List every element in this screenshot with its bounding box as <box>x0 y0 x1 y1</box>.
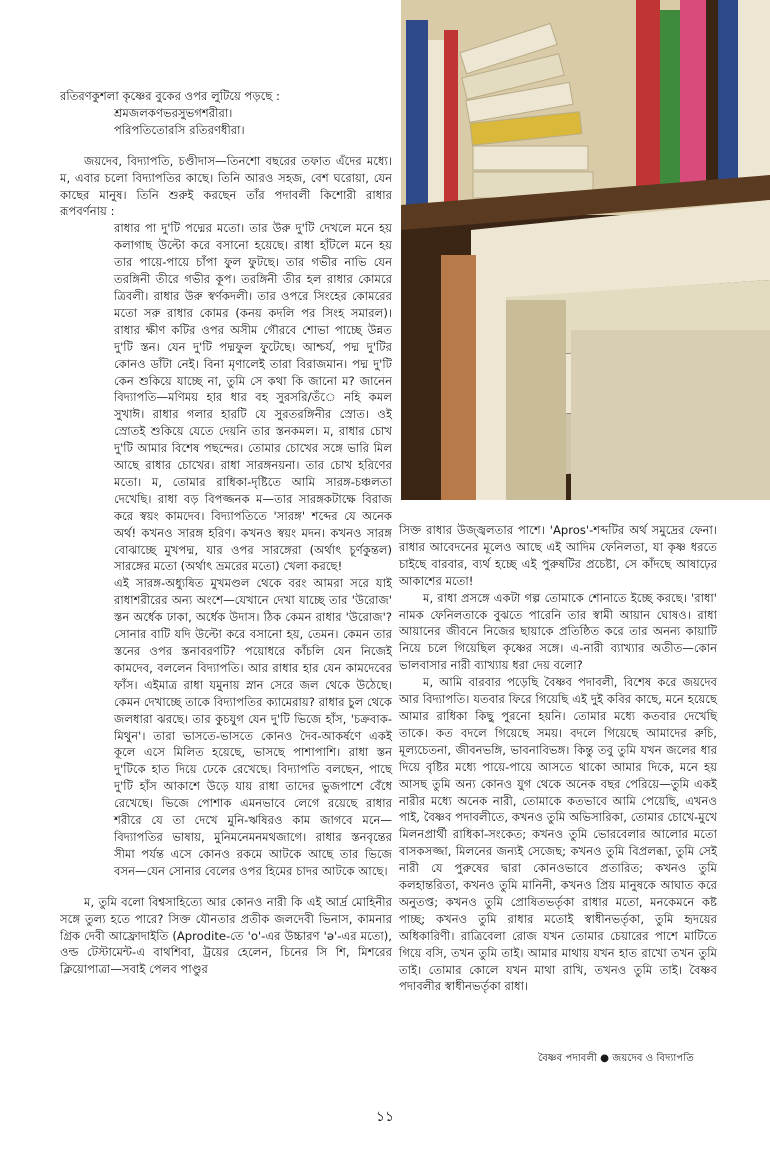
book-spine <box>406 20 428 205</box>
page-number: ১১ <box>375 1109 395 1125</box>
paragraph: সিক্ত রাধার উজ্জ্বলতার পাশে। 'Apros'-শব্দটির অর্থ সমুদ্রের ফেনা। রাধার আবেদনের মূলেও আছে এই আদিম ফেনিলতা, যা কৃষ্ণ ধরতে চাইছে বারবার, ব্যর্থ হচ্ছে এই পুরুষটির প্রচেষ্টা, সে কাঁদছে আষাঢ়ের আকাশের মতো! <box>399 523 717 588</box>
book-spine <box>476 280 506 500</box>
book-spine <box>444 30 458 205</box>
verse-line-2: পরিপতিতোরসি রতিরণধীরা। <box>114 122 245 137</box>
paragraph: ম, আমি বারবার পড়েছি বৈষ্ণব পদাবলী, বিশেষ করে জয়দেব আর বিদ্যাপতি। যতবার ফিরে গিয়েছি এই দুই কবির কাছে, মনে হয়েছে আমার রাধিকা কিছু পুরনো হয়নি। তোমার মধ্যে কতবার দেখেছি তাকে। কত বদলে গিয়েছে সময়। বদলে গিয়েছে আমাদের রুচি, মূল্যচেতনা, জীবনভঙ্গি, ভাবনাবিভঙ্গ। কিন্তু তবু তুমি যখন জলের ধার দিয়ে বৃষ্টির মধ্যে পায়ে-পায়ে আসতে থাকো আমার দিকে, মনে হয় আসছ তুমি অন্য কোনও যুগ থেকে অনেক বছর পেরিয়ে—তুমি একই নারীর মধ্যে অনেক নারী, তোমাকে কতভাবে আমি পেয়েছি, এখনও পাই, বৈষ্ণব পদাবলীতে, কখনও তুমি অভিসারিকা, তোমার চোখে-মুখে মিলনপ্রার্থী রাধিকা-সংকেত; কখনও তুমি ভোরবেলার আলোর মতো বাসকসজ্জা, মিলনের জন্যই সেজেছ; কখনও তুমি বিপ্রলব্ধা, তুমি সেই নারী যে পুরুষের দ্বারা কোনওভাবে প্রতারিত; কখনও তুমি কলহান্তরিতা, কখনও তুমি মানিনী, কখনও প্রিয় মানুষকে আঘাত করে অনুতপ্ত; কখনও তুমি প্রোষিতভর্তৃকা রাধার মতো, মনকেমনে কষ্ট পাচ্ছ; কখনও তুমি রাধার মতোই স্বাধীনভর্তৃকা, তুমি হৃদয়ের অধিকারিণী। রাত্রিবেলা রোজ যখন তোমার চেয়ারের পাশে মাটিতে গিয়ে বসি, তখন তুমি তাই। আমার মাথায় যখন হাত রাখো তখন তুমি তাই। তোমার কোলে যখন মাথা রাখি, তখনও তুমি তাই। বৈষ্ণব পদাবলীর স্বাধীনভর্তৃকা রাধা। <box>399 675 717 994</box>
paragraph: ম, রাধা প্রসঙ্গে একটা গল্প তোমাকে শোনাতে ইচ্ছে করছে। 'রাধা' নামক ফেনিলতাকে বুঝতে পারেনি তার স্বামী আয়ান ঘোষও। রাধা আয়ানের জীবনে নিজের ছায়াকে প্রতিষ্ঠিত করে তার অনন্য কায়াটি নিয়ে চলে গিয়েছিল কৃষ্ণের সঙ্গে। এ-নারী ব্যাখ্যার অতীত—কোন ভালবাসার নারী ব্যাখ্যায় ধরা দেয় বলো? <box>399 590 717 673</box>
left-column <box>60 88 392 978</box>
paragraph: ম, তুমি বলো বিশ্বসাহিত্যে আর কোনও নারী কি এই আর্দ্র মোহিনীর সঙ্গে তুল্য হতে পারে? সিক্ত যৌনতার প্রতীক জলদেবী ভিনাস, কামনার গ্রিক দেবী আফ্রোদাইতি (Aprodite-তে 'o'-এর উচ্চারণ 'ǝ'-এর মতো), ওল্ড টেস্টামেন্ট-এ বাথশিবা, ট্রয়ের হেলেন, চিনের সি শি, মিশরের ক্লিয়োপাত্রা—সবাই পেলব পাণ্ডুর <box>60 894 392 977</box>
paragraph: এই সারঙ্গ-অধ্যুষিত মুখমণ্ডল থেকে বরং আমরা সরে যাই রাধাশরীরের অন্য অংশে—যেখানে দেখা যাচ্ছে তার 'উরোজ' স্তন অর্ধেক ঢাকা, অর্ধেক উদাস। ঠিক কেমন রাধার 'উরোজ'? সোনার বাটি যদি উল্টো করে বসানো হয়, তেমন। কেমন তার স্তনের ওপর স্তনাবরণটি? পয়োধরে কাঁচলি যেন নিজেই কামদেব, বললেন বিদ্যাপতি। আর রাধার হার যেন কামদেবের ফাঁস। এইমাত্র রাধা যমুনায় স্নান সেরে জল থেকে উঠেছে। কেমন দেখাচ্ছে তাকে বিদ্যাপতির ক্যামেরায়? রাধার চুল থেকে জলধারা ঝরছে। তার কুচযুগ যেন দু'টি ভিজে হাঁস, 'চক্রবাক-মিথুন'। তারা ভাসতে-ভাসতে কোনও দৈব-আকর্ষণে একই কূলে এসে মিলিত হয়েছে, ভাসছে পাশাপাশি। রাধা স্তন দু'টিকে হাত দিয়ে ঢেকে রেখেছে। বিদ্যাপতি বলছেন, পাছে দু'টি হাঁস আকাশে উড়ে যায় রাধা তাদের ভুজপাশে বেঁধে রেখেছে। ভিজে পোশাক এমনভাবে লেগে রয়েছে রাধার শরীরে যে তা দেখে মুনি-ঋষিরও কাম জাগবে মনে—বিদ্যাপতির ভাষায়, মুনিমনেমনমথজাগে। রাধার স্তনবৃন্তের সীমা পর্যন্ত এসে কোনও রকমে আটকে আছে তার ভিজে বসন—যেন সোনার বেলের ওপর হিমের চাদর আটকে আছে। <box>114 576 392 878</box>
book-spine <box>738 0 770 200</box>
right-column <box>399 522 717 995</box>
book-spine <box>636 0 660 200</box>
book-spine <box>441 255 476 500</box>
book-spine <box>680 0 706 200</box>
running-footer: বৈষ্ণব পদাবলী ● জয়দেব ও বিদ্যাপতি <box>538 1053 694 1064</box>
bookshelf-photo <box>401 0 770 500</box>
shelf-divider <box>706 0 718 200</box>
indented-block-quote: রাধার পা দু'টি পদ্মের মতো। তার উরু দু'টি দেখলে মনে হয় কলাগাছ উল্টো করে বসানো হয়েছে। রাধা হাঁটলে মনে হয় তার পায়ে-পায়ে চাঁপা ফুল ফুটছে। তার গভীর নাভি যেন তরঙ্গিনী তীরে গভীর কূপ। তরঙ্গিনী তীর হল রাধার কোমরে ত্রিবলী। রাধার উরু স্বর্ণকদলী। তার ওপরে সিংহের কোমরের মতো সরু রাধার কোমর (কনয় কদলি পর সিংহ সমারল)। রাধার ক্ষীণ কটির ওপর অসীম গৌরবে শোভা পাচ্ছে উন্নত দু'টি স্তন। যেন দু'টি পদ্মফুল ফুটেছে। আশ্চর্য, পদ্ম দু'টির কোনও ডাঁটা নেই। বিনা মৃণালেই তারা বিরাজমান। পদ্ম দু'টি কেন শুকিয়ে যাচ্ছে না, তুমি সে কথা কি জানো ম? জানেন বিদ্যাপতি—মণিময় হার ধার বহ সুরসরি/তঁে নহি কমল সুখাঈ। রাধার গলার হারটি যে সুরতরঙ্গিনীর স্রোত। ওই স্রোতই শুকিয়ে যেতে দেয়নি তার স্তনকমল। ম, রাধার চোখ দু'টি আমার বিশেষ পছন্দের। তোমার চোখের সঙ্গে ভারি মিল আছে রাধার চোখের। রাধা সারঙ্গনয়না। তার চোখ হরিণের মতো। ম, তোমার রাধিকা-দৃষ্টিতে আমি সারঙ্গ-চঞ্চলতা দেখেছি। রাধা বড় বিপজ্জনক ম—তার সারঙ্গকটাক্ষে বিরাজ করে স্বয়ং কামদেব। বিদ্যাপতিতে 'সারঙ্গ' শব্দের যে অনেক অর্থ! কখনও সারঙ্গ হরিণ। কখনও স্বয়ং মদন। কখনও সারঙ্গ বোঝাচ্ছে মুখপদ্ম, যার ওপর সারঙ্গেরা (অর্থাৎ চূর্ণকুন্তল) সারঙ্গের মতো (অর্থাৎ ভ্রমরের মতো) খেলা করছে! <box>114 221 392 574</box>
verse-line-1: শ্রমজলকণভরসুভগশরীরা। <box>114 105 233 120</box>
book-spine <box>428 40 444 205</box>
book-spine <box>660 10 680 200</box>
paragraph: জয়দেব, বিদ্যাপতি, চণ্ডীদাস—তিনশো বছরের তফাত এঁদের মধ্যে। ম, এবার চলো বিদ্যাপতির কাছে। তিনি আরও সহজ, বেশ ঘরোয়া, যেন কাছের মানুষ। তিনি শুরুই করছেন তাঁর পদাবলী কিশোরী রাধার রূপবর্ণনায় : <box>60 153 392 219</box>
verse-intro: রতিরণকুশলা কৃষ্ণের বুকের ওপর লুটিয়ে পড়ছে : <box>60 89 280 103</box>
book-spine <box>506 300 566 500</box>
book-spine <box>718 0 738 200</box>
